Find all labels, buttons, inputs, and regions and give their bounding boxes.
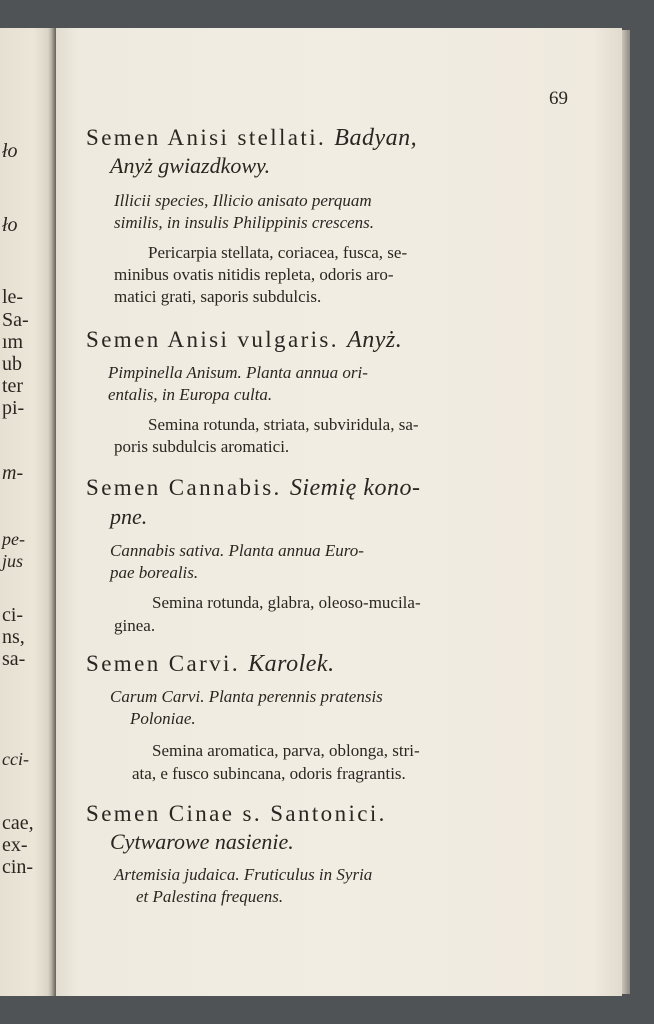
description-line: ata, e fusco subincana, odoris fragrantis.	[132, 764, 406, 783]
previous-page-fragment: ub	[2, 353, 22, 375]
book-page	[56, 28, 622, 996]
entry-polish-name: Siemię kono-	[289, 475, 421, 501]
entry-heading	[86, 650, 335, 678]
description-line: ginea.	[114, 616, 156, 635]
botanical-source-line: et Palestina frequens.	[136, 887, 284, 906]
description-line: Pericarpia stellata, coriacea, fusca, se-	[148, 243, 408, 262]
page-edge	[622, 30, 630, 994]
entry-heading	[86, 326, 402, 354]
previous-page-fragment: le-	[2, 286, 24, 308]
description-line: Semina rotunda, striata, subviridula, sa-	[148, 415, 419, 434]
entry-heading	[86, 124, 417, 152]
entry-polish-name-continued: Anyż gwiazdkowy.	[110, 153, 271, 178]
previous-page-fragment: ım	[2, 331, 24, 353]
previous-page-fragment: ło	[2, 214, 18, 236]
gutter-shadow	[48, 28, 56, 996]
description-line: poris subdulcis aromatici.	[114, 437, 290, 456]
entry-polish-name: Badyan,	[334, 125, 418, 151]
botanical-source-line: Artemisia judaica. Fruticulus in Syria	[114, 865, 373, 884]
botanical-source-line: Cannabis sativa. Planta annua Euro-	[110, 541, 364, 560]
entry-heading	[86, 474, 420, 502]
entry-polish-name-continued: pne.	[110, 504, 148, 529]
previous-page-fragment: ter	[2, 375, 24, 397]
botanical-source-line: entalis, in Europa culta.	[108, 385, 273, 404]
previous-page-fragment: cin-	[2, 856, 34, 878]
page-number: 69	[549, 88, 568, 109]
entry-latin-name: Semen Anisi stellati.	[86, 125, 327, 150]
previous-page-fragment: m-	[2, 462, 24, 484]
entry-heading	[86, 800, 387, 827]
previous-page-fragment: ex-	[2, 834, 28, 856]
entry-latin-name: Semen Cinae s. Santonici.	[86, 801, 387, 826]
entry-latin-name: Semen Carvi.	[86, 651, 240, 676]
botanical-source-line: Carum Carvi. Planta perennis pratensis	[110, 687, 383, 706]
entry-latin-name: Semen Anisi vulgaris.	[86, 327, 339, 352]
botanical-source-line: pae borealis.	[110, 563, 199, 582]
previous-page-fragment: ci-	[2, 604, 24, 626]
previous-page-fragment: Sa-	[2, 309, 29, 331]
botanical-source-line: Illicii species, Illicio anisato perquam	[114, 191, 372, 210]
previous-page-fragment: pe-	[2, 529, 25, 549]
botanical-source-line: Pimpinella Anisum. Planta annua ori-	[108, 363, 368, 382]
entry-latin-name: Semen Cannabis.	[86, 475, 282, 500]
previous-page-fragment: jus	[2, 551, 24, 571]
entry-polish-name: Karolek.	[248, 651, 335, 677]
botanical-source-line: similis, in insulis Philippinis crescens.	[114, 213, 375, 232]
entry-polish-name: Anyż.	[347, 327, 403, 353]
botanical-source-line: Poloniae.	[130, 709, 196, 728]
previous-page-fragment: cci-	[2, 749, 29, 769]
previous-page-fragment: ło	[2, 140, 18, 162]
entry-polish-name-continued: Cytwarowe nasienie.	[110, 829, 294, 854]
description-line: Semina aromatica, parva, oblonga, stri-	[152, 741, 420, 760]
description-line: matici grati, saporis subdulcis.	[114, 287, 322, 306]
previous-page-fragment: sa-	[2, 648, 26, 670]
previous-page-fragment: cae,	[2, 812, 34, 834]
description-line: minibus ovatis nitidis repleta, odoris aro-	[114, 265, 394, 284]
previous-page-fragment: pi-	[2, 397, 25, 419]
description-line: Semina rotunda, glabra, oleoso-mucila-	[152, 593, 421, 612]
previous-page-fragment: ns,	[2, 626, 25, 648]
